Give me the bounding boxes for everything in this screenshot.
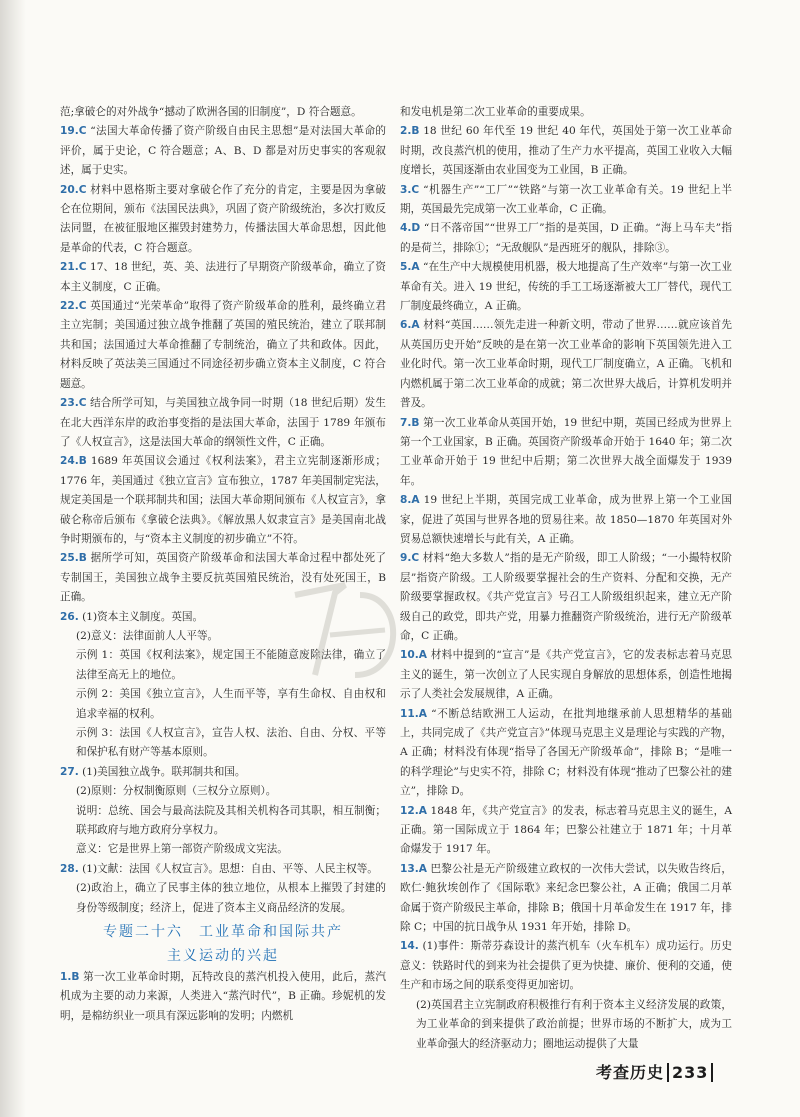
answer-number: 4.D [400, 222, 421, 235]
answer-body: 示例 3：法国《人权宣言》，宣告人权、法治、自由、分权、平等和保护私有财产等基本原则。 [76, 727, 386, 759]
answer-item [60, 181, 386, 259]
answer-number: 14. [400, 940, 419, 953]
answer-number: 20.C [60, 183, 87, 196]
answer-body: “日不落帝国”“世界工厂”指的是英国，D 正确。“海上马车夫”指的是荷兰，排除①；“无敌舰队”是西班牙的舰队，排除③。 [400, 222, 732, 254]
answer-text [400, 996, 732, 1054]
answer-body: “法国大革命传播了资产阶级自由民主思想”是对法国大革命的评价，属于史论，C 符合题意；A、B、D 都是对历史事实的客观叙述，属于史实。 [60, 125, 386, 177]
answer-text [60, 840, 386, 859]
answer-body: 1848 年，《共产党宣言》的发表，标志着马克思主义的诞生，A 正确。第一国际成立于 1864 年；巴黎公社建立于 1871 年；十月革命爆发于 1917 年。 [400, 804, 732, 856]
answer-body: (1)事件：斯蒂芬森设计的蒸汽机车（火车机车）成功运行。历史意义：铁路时代的到来为社会提供了更为快捷、廉价、便利的交通，使生产和市场之间的联系变得更加密切。 [400, 940, 732, 992]
answer-body: (2)政治上，确立了民事主体的独立地位，从根本上摧毁了封建的身份等级制度；经济上，促进了资本主义商品经济的发展。 [76, 882, 386, 914]
page-binding-shadow [0, 0, 26, 1117]
answer-number: 12.A [400, 804, 427, 817]
answer-text [60, 685, 386, 724]
answer-number: 25.B [60, 552, 87, 565]
answer-text [60, 627, 386, 646]
answer-number: 5.A [400, 261, 420, 274]
footer-subject-label: 考查历史 [596, 1063, 665, 1082]
answer-body: 结合所学可知，与美国独立战争同一时期（18 世纪后期）发生在北大西洋东岸的政治事变指的是法国大革命，法国于 1789 年颁布了《人权宣言》，这是法国大革命的纲领性文件，C 正确。 [60, 397, 386, 448]
answer-number: 2.B [400, 125, 420, 138]
section-heading-line2: 主义运动的兴起 [167, 948, 279, 965]
answer-body: 17、18 世纪，英、美、法进行了早期资产阶级革命，确立了资本主义制度，C 正确。 [60, 261, 386, 293]
answer-number: 21.C [60, 261, 87, 274]
answer-body: 意义：它是世界上第一部资产阶级成文宪法。 [76, 843, 288, 856]
answer-item [400, 646, 732, 704]
answer-body: 据所学可知，英国资产阶级革命和法国大革命过程中都处死了专制国王，美国独立战争主要反抗英国殖民统治，没有处死国王，B 正确。 [60, 552, 386, 604]
answer-number: 7.B [400, 416, 420, 429]
answer-body: “在生产中大规模使用机器，极大地提高了生产效率”与第一次工业革命有关。进入 19 世纪，传统的手工工场逐渐被大工厂替代，现代工厂制度最终确立，A 正确。 [400, 261, 732, 313]
answer-item [400, 549, 732, 646]
answer-body: 材料“英国……领先走进一种新文明，带动了世界……就应该首先从英国历史开始”反映的是在第一次工业革命的影响下英国领先进入工业化时代。第一次工业革命时期，现代工厂制度确立，A 正确。飞机和内燃机属于第二次工业革命的成就；第二次世界大战后，计算机发明并普及。 [400, 319, 732, 410]
answer-number: 22.C [60, 300, 87, 313]
answer-item [400, 414, 732, 492]
answer-item [400, 316, 732, 413]
answer-body: 材料中恩格斯主要对拿破仑作了充分的肯定，主要是因为拿破仑在位期间，颁布《法国民法典》，巩固了资产阶级统治，多次打败反法同盟，在被征服地区摧毁封建势力，传播法国大革命思想，因此他是革命的代表，C 符合题意。 [60, 183, 387, 254]
answer-number: 13.A [400, 862, 427, 875]
answer-number: 27. [60, 765, 79, 778]
answer-item [400, 219, 732, 258]
answer-body: 英国通过“光荣革命”取得了资产阶级革命的胜利，最终确立君主立宪制；美国通过独立战争推翻了英国的殖民统治，建立了联邦制共和国；法国通过大革命推翻了专制统治，确立了共和政体。因此，材料反映了英法美三国通过不同途径初步确立资本主义制度，C 符合题意。 [60, 300, 386, 390]
answer-body: “不断总结欧洲工人运动，在批判地继承前人思想精华的基础上，共同完成了《共产党宣言》”体现马克思主义是理论与实践的产物，A 正确；材料没有体现“指导了各国无产阶级革命”，排除 B；“是唯一的科学理论”与史实不符，排除 C；材料没有体现“推动了巴黎公社的建立”，排除 D。 [400, 707, 732, 798]
answer-body: (1)资本主义制度。英国。 [82, 610, 204, 623]
answer-number: 11.A [400, 707, 427, 720]
answer-number: 3.C [400, 183, 420, 196]
answer-body: (2)原则：分权制衡原则（三权分立原则）。 [76, 785, 277, 798]
answer-item [60, 452, 386, 549]
answer-item [60, 394, 386, 452]
answer-text [60, 646, 386, 685]
answer-number: 28. [60, 862, 79, 875]
answer-text [400, 103, 732, 122]
answer-item [400, 937, 732, 995]
answer-number: 24.B [60, 455, 87, 468]
answer-item [400, 258, 732, 316]
left-column [60, 103, 386, 1026]
answer-body: 18 世纪 60 年代至 19 世纪 40 年代，英国处于第一次工业革命时期，改良蒸汽机的使用，推动了生产力水平提高，英国工业收入大幅度增长，英国逐渐由农业国变为工业国，B 正确。 [400, 125, 732, 177]
answer-item [400, 122, 732, 180]
answer-item [60, 122, 386, 180]
answer-body: 范;拿破仑的对外战争“撼动了欧洲各国的旧制度”，D 符合题意。 [60, 106, 362, 118]
answer-body: 1689 年英国议会通过《权利法案》，君主立宪制逐渐形成；1776 年，美国通过《独立宣言》宣布独立，1787 年美国制定宪法，规定美国是一个联邦制共和国；法国大革命期间颁布《人权宣言》，拿破仑称帝后颁布《拿破仑法典》。《解放黑人奴隶宣言》是美国南北战争时期颁布的，与“资本主义制度的初步确立”不符。 [60, 455, 386, 545]
right-column [400, 103, 732, 1054]
answer-number: 23.C [60, 397, 87, 410]
answer-number: 19.C [60, 125, 87, 138]
answer-body: 说明：总统、国会与最高法院及其相关机构各司其职，相互制衡；联邦政府与地方政府分享权力。 [76, 804, 386, 837]
section-heading: 专题二十六 工业革命和国际共产 [103, 924, 343, 941]
answer-item [60, 860, 386, 879]
answer-item [400, 181, 732, 220]
answer-body: 和发电机是第二次工业革命的重要成果。 [400, 106, 591, 118]
answer-item [60, 608, 386, 627]
answer-text [60, 802, 386, 841]
page-footer [596, 1060, 713, 1083]
answer-body: 示例 1：英国《权利法案》，规定国王不能随意废除法律，确立了法律至高无上的地位。 [76, 649, 386, 681]
answer-body: 第一次工业革命时期，瓦特改良的蒸汽机投入使用，此后，蒸汽机成为主要的动力来源，人类进入“蒸汽时代”，B 正确。珍妮机的发明，是棉纺织业一项具有深远影响的发明；内燃机 [60, 971, 386, 1022]
answer-item [60, 258, 386, 297]
answer-body: (2)英国君主立宪制政府积极推行有利于资本主义经济发展的政策，为工业革命的到来提供了政治前提；世界市场的不断扩大，成为工业革命强大的经济驱动力；圈地运动提供了大量 [416, 998, 732, 1050]
answer-text [60, 879, 386, 918]
answer-item [60, 968, 386, 1026]
page-number: 233 [667, 1063, 713, 1082]
answer-body: 19 世纪上半期，英国完成工业革命，成为世界上第一个工业国家，促进了英国与世界各地的贸易往来。故 1850—1870 年英国对外贸易总额快速增长与此有关，A 正确。 [400, 494, 732, 545]
answer-item [60, 297, 386, 394]
answer-body: 示例 2：美国《独立宣言》，人生而平等，享有生命权、自由权和追求幸福的权利。 [76, 688, 386, 720]
answer-item [60, 549, 386, 607]
answer-item [400, 860, 732, 938]
answer-item [400, 802, 732, 860]
answer-number: 8.A [400, 494, 420, 507]
answer-number: 10.A [400, 649, 427, 662]
answer-body: 材料中提到的“宣言”是《共产党宣言》，它的发表标志着马克思主义的诞生，第一次创立了人民实现自身解放的思想体系，创造性地揭示了人类社会发展规律，A 正确。 [400, 649, 732, 701]
answer-text [60, 103, 386, 122]
answer-body: (1)美国独立战争。联邦制共和国。 [82, 765, 246, 778]
answer-number: 26. [60, 610, 79, 623]
answer-number: 1.B [60, 971, 80, 984]
answer-text [60, 724, 386, 763]
answer-text [60, 782, 386, 801]
answer-number: 9.C [400, 552, 420, 565]
answer-body: 材料“绝大多数人”指的是无产阶级，即工人阶级；“一小撮特权阶层”指资产阶级。工人阶级要掌握社会的生产资料、分配和交换，无产阶级要掌握政权。《共产党宣言》号召工人阶级组织起来，建立无产阶级自己的政党，即共产党，用暴力推翻资产阶级统治，进行无产阶级革命，C 正确。 [400, 552, 732, 642]
answer-item [60, 763, 386, 782]
answer-item [400, 491, 732, 549]
answer-body: 第一次工业革命从英国开始，19 世纪中期，英国已经成为世界上第一个工业国家，B 正确。英国资产阶级革命开始于 1640 年；第二次工业革命开始于 19 世纪中后期；第二次世界大战全面爆发于 1939 年。 [400, 416, 732, 487]
answer-body: “机器生产”“工厂”“铁路”与第一次工业革命有关。19 世纪上半期，英国最先完成第一次工业革命，C 正确。 [400, 183, 733, 216]
answer-body: (1)文献：法国《人权宣言》。思想：自由、平等、人民主权等。 [82, 862, 378, 875]
answer-body: 巴黎公社是无产阶级建立政权的一次伟大尝试，以失败告终后，欧仁·鲍狄埃创作了《国际歌》来纪念巴黎公社，A 正确；俄国二月革命属于资产阶级民主革命，排除 B；俄国十月革命发生在 1917 年，排除 C；中国的抗日战争从 1931 年开始，排除 D。 [400, 862, 733, 934]
answer-number: 6.A [400, 319, 420, 332]
answer-item [400, 705, 732, 802]
answer-body: (2)意义：法律面前人人平等。 [76, 629, 219, 642]
